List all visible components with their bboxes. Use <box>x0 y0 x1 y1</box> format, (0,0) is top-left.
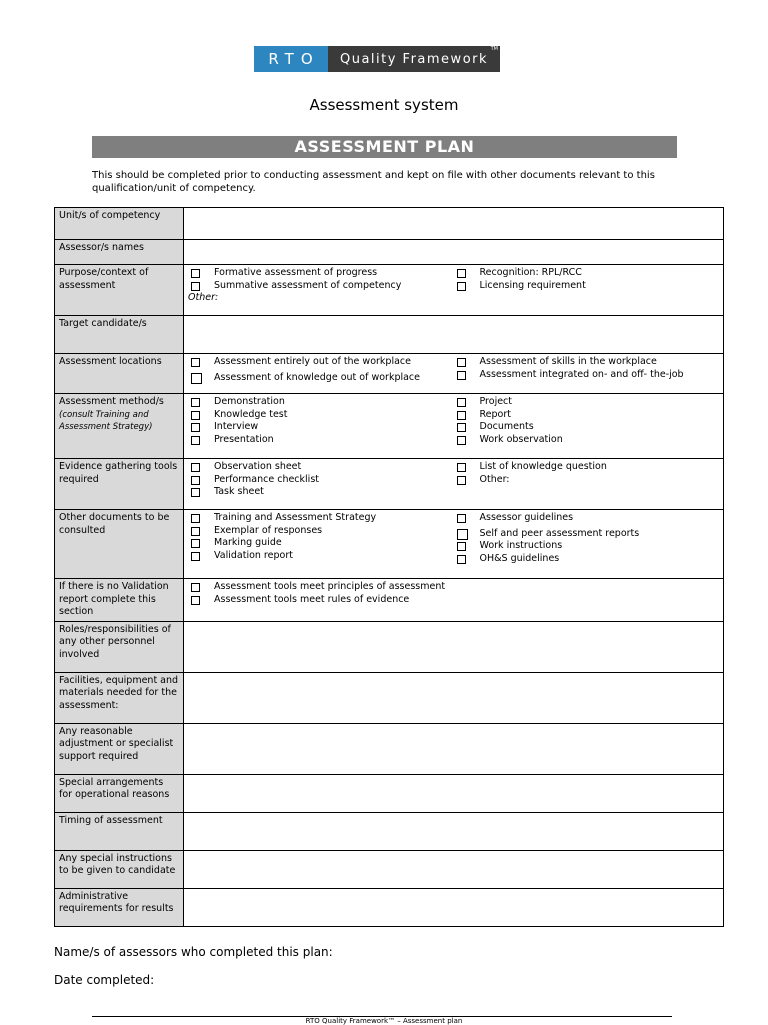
row-timing <box>55 812 724 850</box>
option-label: Observation sheet <box>214 461 302 472</box>
checkbox[interactable] <box>457 371 466 380</box>
option-label: Work observation <box>479 433 563 445</box>
logo-framework-text: Quality Framework <box>328 46 500 72</box>
date-completed-label: Date completed: <box>54 973 155 987</box>
rto-logo <box>254 46 500 72</box>
row-methods <box>55 394 724 459</box>
validation-options <box>184 579 724 622</box>
checkbox[interactable] <box>457 514 466 523</box>
option-label: OH&S guidelines <box>479 552 560 564</box>
row-units <box>55 208 724 240</box>
row-label: Any reasonable adjustment or specialist support required <box>55 723 184 774</box>
row-label: Any special instructions to be given to candidate <box>55 850 184 888</box>
row-label: Timing of assessment <box>55 812 184 850</box>
checkbox[interactable] <box>457 463 466 472</box>
methods-options <box>184 394 724 459</box>
checkbox[interactable] <box>457 476 466 485</box>
assessors-field[interactable] <box>184 240 724 265</box>
option-label: Summative assessment of competency <box>214 279 402 291</box>
row-label-note: (consult Training and Assessment Strategy) <box>59 409 153 432</box>
page-footer: RTO Quality Framework™ – Assessment plan <box>305 1017 463 1025</box>
option-label: Assessment tools meet rules of evidence <box>214 593 410 605</box>
option-label: Documents <box>479 421 534 432</box>
checkbox[interactable] <box>457 529 468 540</box>
option-label: Task sheet <box>214 486 264 497</box>
instructions-field[interactable] <box>184 850 724 888</box>
row-label-cell <box>55 394 184 459</box>
option-label: Training and Assessment Strategy <box>214 512 377 523</box>
row-label: Special arrangements for operational reasons <box>55 774 184 812</box>
checkbox[interactable] <box>191 373 202 384</box>
checkbox[interactable] <box>457 542 466 551</box>
checkbox[interactable] <box>457 282 466 291</box>
option-label: Licensing requirement <box>479 279 586 291</box>
checkbox[interactable] <box>191 398 200 407</box>
checkbox[interactable] <box>191 552 200 561</box>
row-label: Target candidate/s <box>55 316 184 354</box>
row-label: Evidence gathering tools required <box>55 459 184 510</box>
option-label: Performance checklist <box>214 473 319 485</box>
checkbox[interactable] <box>457 423 466 432</box>
row-label: Assessor/s names <box>55 240 184 265</box>
checkbox[interactable] <box>191 539 200 548</box>
row-facilities <box>55 672 724 723</box>
checkbox[interactable] <box>191 358 200 367</box>
logo-trademark: TM <box>490 46 498 52</box>
option-label: Presentation <box>214 433 274 445</box>
row-locations <box>55 354 724 394</box>
option-label: Interview <box>214 421 259 432</box>
option-label: Formative assessment of progress <box>214 267 378 278</box>
checkbox[interactable] <box>457 555 466 564</box>
row-special <box>55 774 724 812</box>
documents-options <box>184 510 724 579</box>
checkbox[interactable] <box>191 411 200 420</box>
row-label: Assessment method/s <box>59 396 164 407</box>
tools-options <box>184 459 724 510</box>
adjustment-field[interactable] <box>184 723 724 774</box>
row-label: Other documents to be consulted <box>55 510 184 579</box>
option-label: Recognition: RPL/RCC <box>479 267 582 278</box>
assessment-plan-table <box>54 207 724 927</box>
option-label: Work instructions <box>479 540 563 551</box>
row-tools <box>55 459 724 510</box>
option-label: Project <box>479 396 513 407</box>
option-label: Report <box>479 408 511 420</box>
option-label: Exemplar of responses <box>214 524 323 536</box>
option-label: Assessment integrated on- and off- the-job <box>479 368 684 380</box>
checkbox[interactable] <box>457 269 466 278</box>
units-field[interactable] <box>184 208 724 240</box>
checkbox[interactable] <box>191 476 200 485</box>
option-label: Assessment of knowledge out of workplace <box>214 371 420 383</box>
option-label: Demonstration <box>214 396 285 407</box>
checkbox[interactable] <box>191 596 200 605</box>
option-label: Knowledge test <box>214 408 288 420</box>
page-title: ASSESSMENT PLAN <box>92 136 677 158</box>
locations-options <box>184 354 724 394</box>
option-label: Assessment tools meet principles of assessment <box>214 581 446 592</box>
row-roles <box>55 621 724 672</box>
checkbox[interactable] <box>191 488 200 497</box>
checkbox[interactable] <box>191 282 200 291</box>
row-label: Administrative requirements for results <box>55 888 184 926</box>
row-assessors <box>55 240 724 265</box>
option-label: Assessment of skills in the workplace <box>479 356 657 367</box>
checkbox[interactable] <box>191 463 200 472</box>
row-label: Roles/responsibilities of any other personnel involved <box>55 621 184 672</box>
checkbox[interactable] <box>191 423 200 432</box>
row-label: Assessment locations <box>55 354 184 394</box>
option-label: Marking guide <box>214 537 282 548</box>
admin-field[interactable] <box>184 888 724 926</box>
row-instructions <box>55 850 724 888</box>
row-label: Unit/s of competency <box>55 208 184 240</box>
checkbox[interactable] <box>191 436 200 445</box>
row-adjustment <box>55 723 724 774</box>
option-label: Other: <box>479 473 510 485</box>
checkbox[interactable] <box>457 411 466 420</box>
row-target <box>55 316 724 354</box>
option-label: Validation report <box>214 549 293 561</box>
document-subtitle: Assessment system <box>309 96 459 114</box>
checkbox[interactable] <box>191 514 200 523</box>
timing-field[interactable] <box>184 812 724 850</box>
facilities-field[interactable] <box>184 672 724 723</box>
other-label: Other: <box>188 292 219 303</box>
intro-text: This should be completed prior to conducting assessment and kept on file with other documents relevant to this qualification/unit of competency. <box>92 170 655 194</box>
option-label: Assessment entirely out of the workplace <box>214 356 411 367</box>
logo-rto-text: RTO <box>254 46 328 72</box>
option-label: Self and peer assessment reports <box>479 527 640 539</box>
checkbox[interactable] <box>457 398 466 407</box>
target-field[interactable] <box>184 316 724 354</box>
option-label: List of knowledge question <box>479 461 607 472</box>
option-label: Assessor guidelines <box>479 512 574 523</box>
row-label: Facilities, equipment and materials needed for the assessment: <box>55 672 184 723</box>
checkbox[interactable] <box>191 583 200 592</box>
special-field[interactable] <box>184 774 724 812</box>
row-validation <box>55 579 724 622</box>
purpose-options <box>184 265 724 316</box>
row-admin <box>55 888 724 926</box>
row-purpose <box>55 265 724 316</box>
roles-field[interactable] <box>184 621 724 672</box>
assessors-completed-label: Name/s of assessors who completed this plan: <box>54 945 333 959</box>
checkbox[interactable] <box>191 269 200 278</box>
checkbox[interactable] <box>191 527 200 536</box>
row-documents <box>55 510 724 579</box>
row-label: If there is no Validation report complete this section <box>55 579 184 622</box>
checkbox[interactable] <box>457 358 466 367</box>
checkbox[interactable] <box>457 436 466 445</box>
row-label: Purpose/context of assessment <box>55 265 184 316</box>
